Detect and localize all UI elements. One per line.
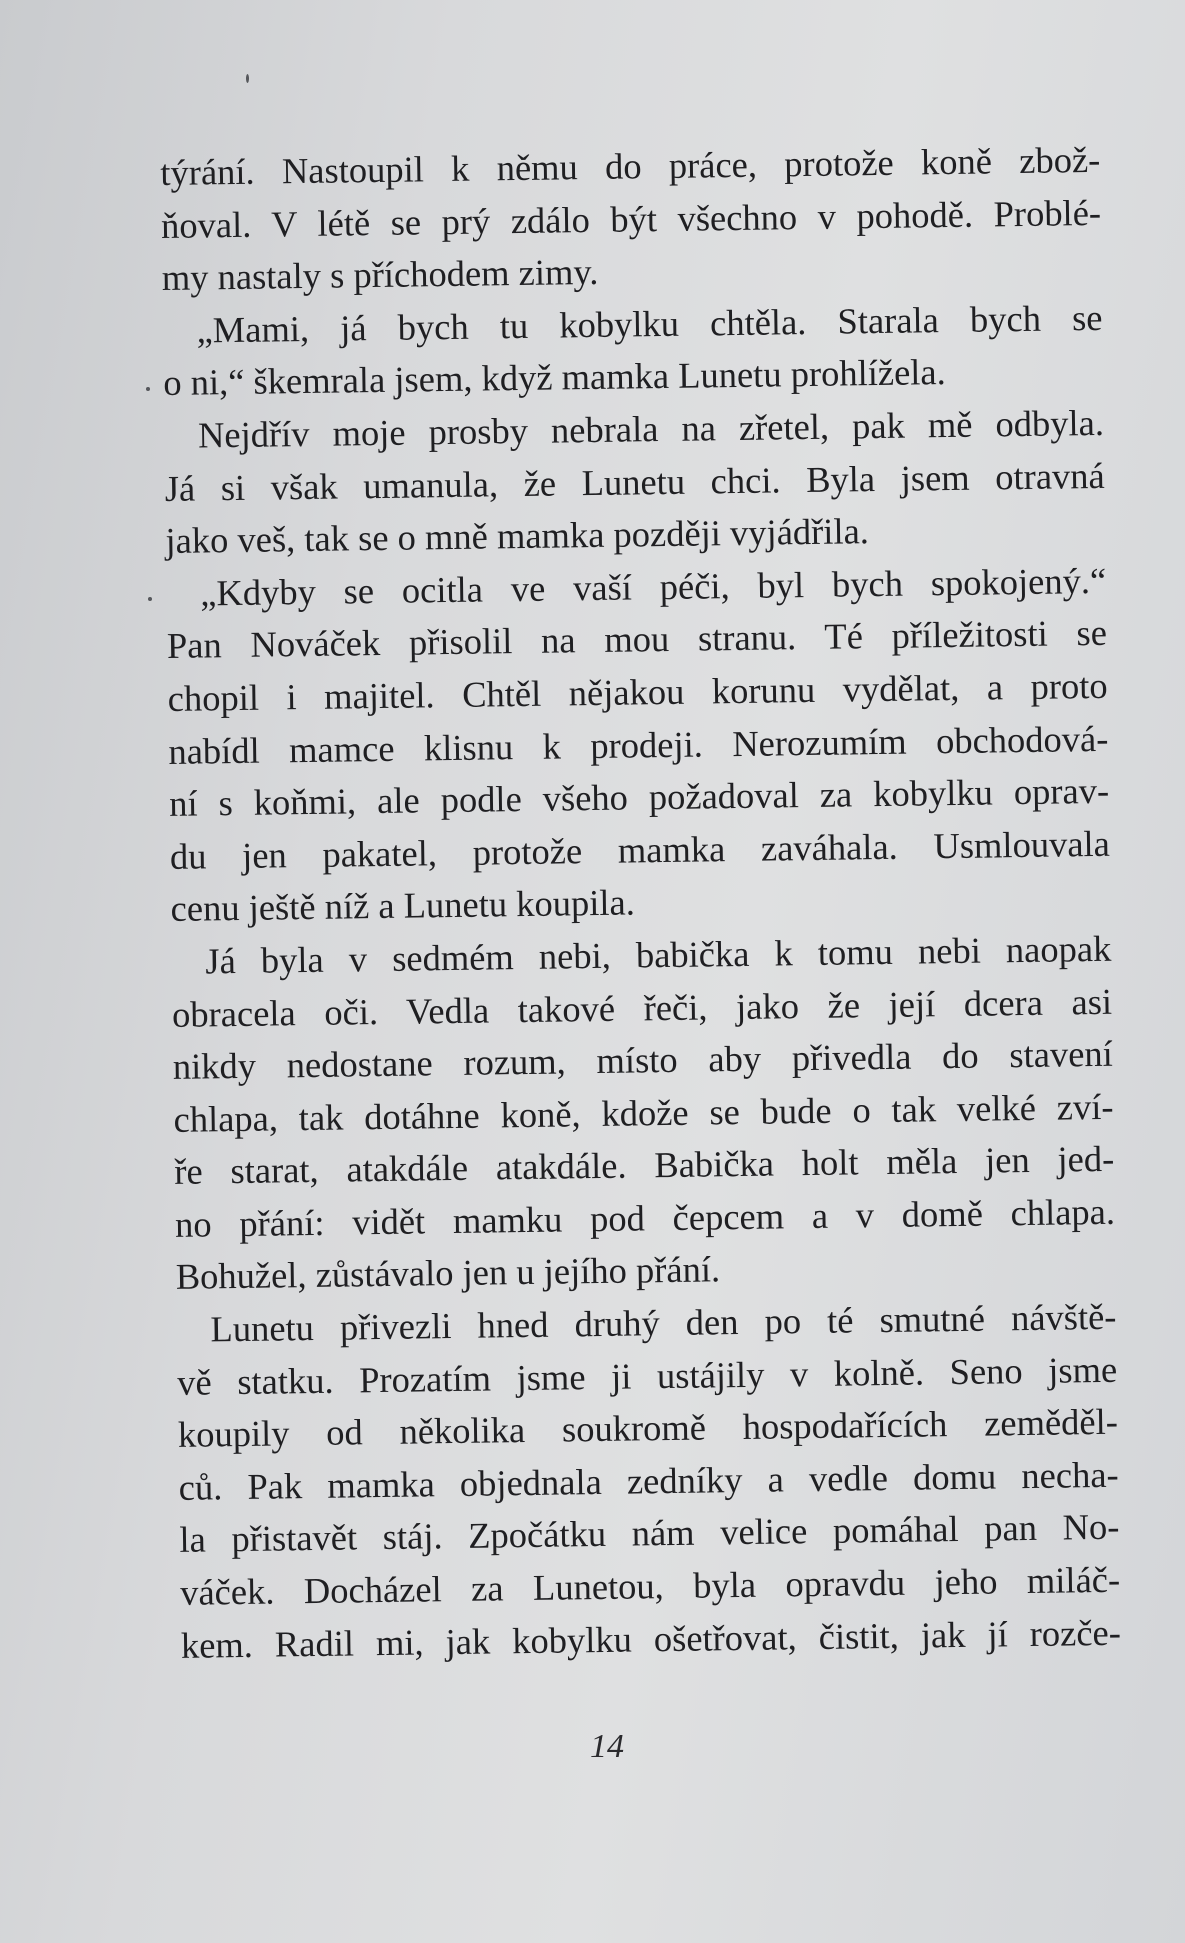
text-line: ců. Pak mamka objednala zedníky a vedle domu necha- bbox=[178, 1453, 1119, 1508]
text-line: Bohužel, zůstávalo jen u jejího přání. bbox=[175, 1248, 721, 1298]
text-line: nikdy nedostane rozum, místo aby přivedla do stavení bbox=[172, 1032, 1114, 1088]
text-line: my nastaly s příchodem zimy. bbox=[161, 251, 599, 299]
text-line: nabídl mamce klisnu k prodeji. Nerozumím obchodová- bbox=[168, 717, 1109, 772]
text-line: Já byla v sedmém nebi, babička k tomu nebi naopak bbox=[205, 927, 1112, 982]
text-line: cenu ještě níž a Lunetu koupila. bbox=[170, 881, 636, 930]
dust-speck bbox=[246, 74, 249, 83]
text-line: chlapa, tak dotáhne koně, kdože se bude o tak velké zví- bbox=[173, 1085, 1114, 1140]
text-line: Pan Nováček přisolil na mou stranu. Té příležitosti se bbox=[166, 612, 1108, 667]
text-line: koupily od několika soukromě hospodařících zeměděl- bbox=[177, 1401, 1119, 1456]
page-number: 14 bbox=[590, 1728, 624, 1765]
text-line: „Mami, já bych tu kobylku chtěla. Starala bych se bbox=[196, 296, 1103, 351]
text-line: Já si však umanula, že Lunetu chci. Byla jsem otravná bbox=[164, 454, 1105, 509]
text-line: obracela oči. Vedla takové řeči, jako že její dcera asi bbox=[171, 980, 1113, 1035]
text-line: kem. Radil mi, jak kobylku ošetřovat, čistit, jak jí rozče- bbox=[180, 1611, 1122, 1666]
text-line: ňoval. V létě se prý zdálo být všechno v pohodě. Problé- bbox=[160, 191, 1102, 246]
text-line: vě statku. Prozatím jsme ji ustájily v kolně. Seno jsme bbox=[176, 1348, 1118, 1403]
text-line: ře starat, atakdále atakdále. Babička holt měla jen jed- bbox=[174, 1138, 1115, 1193]
body-text bbox=[160, 134, 1121, 1672]
text-line: ní s koňmi, ale podle všeho požadoval za kobylku oprav- bbox=[168, 769, 1110, 825]
text-line: du jen pakatel, protože mamka zaváhala. Usmlouvala bbox=[169, 822, 1111, 877]
text-line: týrání. Nastoupil k němu do práce, protože koně zbož- bbox=[160, 138, 1101, 193]
dust-speck bbox=[146, 387, 150, 391]
text-line: la přistavět stáj. Zpočátku nám velice pomáhal pan No- bbox=[179, 1506, 1120, 1561]
text-line: váček. Docházel za Lunetou, byla opravdu jeho miláč- bbox=[179, 1558, 1121, 1613]
text-line: chopil i majitel. Chtěl nějakou korunu vydělat, a proto bbox=[167, 664, 1108, 719]
text-line: no přání: vidět mamku pod čepcem a v domě chlapa. bbox=[174, 1190, 1116, 1245]
text-line: „Kdyby se ocitla ve vaší péči, byl bych spokojený.“ bbox=[199, 559, 1107, 614]
text-line: o ni,“ škemrala jsem, když mamka Lunetu prohlížela. bbox=[163, 351, 946, 404]
text-line: Nejdřív moje prosby nebrala na zřetel, pak mě odbyla. bbox=[197, 401, 1105, 456]
text-line: Lunetu přivezli hned druhý den po té smutné návště- bbox=[210, 1295, 1117, 1350]
text-line: jako veš, tak se o mně mamka později vyjádřila. bbox=[165, 510, 870, 562]
dust-speck bbox=[148, 597, 152, 601]
